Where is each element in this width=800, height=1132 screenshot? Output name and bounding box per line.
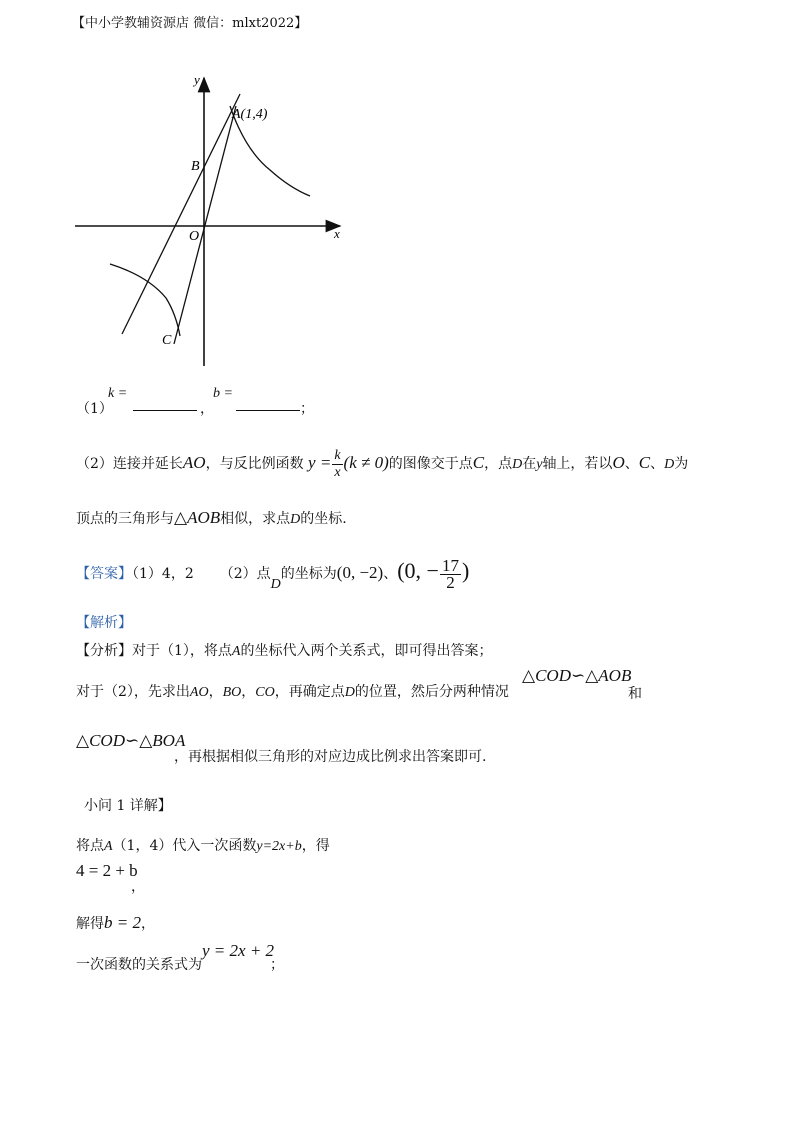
detail-line-3 — [76, 913, 155, 933]
detail-A: A — [104, 839, 113, 854]
analysis-similarity-2: △COD∽△BOA — [76, 731, 186, 750]
answer-part-2: （2）点 — [219, 566, 271, 582]
detail-l2-comma: ， — [131, 879, 145, 895]
analysis-A: A — [231, 644, 241, 659]
detail-title: 小问 1 详解】 — [84, 798, 172, 814]
detail-l3-c: ， — [140, 916, 155, 932]
q2-text-3: 的图像交于点 — [388, 456, 473, 472]
q2-text-5: 在 — [522, 456, 537, 472]
detail-line-4-text: 一次函数的关系式为 — [76, 957, 202, 973]
q2-frac-den: x — [334, 464, 341, 480]
q2-sep-1: 、 — [624, 456, 639, 472]
label-B: B — [191, 159, 200, 174]
analysis-fenxi — [76, 640, 492, 660]
q2-D3: D — [290, 512, 301, 527]
analysis-and: 和 — [628, 686, 642, 702]
analysis-line2-b: ，再确定点 — [274, 684, 345, 700]
detail-equation: y=2x+b — [256, 839, 302, 854]
analysis-line-2 — [76, 681, 509, 701]
q2-AO: AO — [182, 453, 206, 472]
analysis-line-3: ，再根据相似三角形的对应边成比例求出答案即可. — [174, 749, 487, 765]
analysis-fenxi-tag: 【分析】 — [76, 643, 132, 659]
label-A: A(1,4) — [232, 107, 268, 122]
q2-D: D — [512, 457, 523, 472]
line-AOC — [174, 106, 236, 344]
q1-number: （1） — [76, 401, 113, 417]
detail-l3-a: 解得 — [76, 916, 104, 932]
q2-line2-a: 顶点的三角形与 — [76, 511, 174, 527]
q2-frac-num: k — [334, 447, 341, 463]
detail-l1-c: ，得 — [301, 838, 330, 854]
header-source: 【中小学教辅资源店 微信：mlxt2022】 — [72, 16, 308, 31]
answer-coord-2-close: ) — [461, 558, 470, 583]
q2-func-lhs: y = — [308, 453, 332, 472]
analysis-line2-a: 对于（2），先求出 — [76, 684, 190, 700]
q2-sep-2: 、 — [650, 456, 665, 472]
q2-O: O — [612, 453, 625, 472]
analysis-AO: AO — [189, 685, 209, 700]
q2-text-2: ，与反比例函数 — [205, 456, 304, 472]
detail-l3-b: b = 2 — [104, 913, 141, 932]
q2-line2-b: 相似，求点 — [220, 511, 291, 527]
analysis-line2-c: 的位置，然后分两种情况 — [354, 684, 509, 700]
q2-y: y — [536, 457, 543, 472]
question-2-line-2 — [76, 508, 347, 528]
hyperbola-lower-branch — [110, 264, 180, 336]
q2-C: C — [472, 453, 485, 472]
analysis-BO: BO — [222, 685, 242, 700]
q2-text-6: 轴上，若以 — [542, 456, 613, 472]
analysis-c1: ， — [208, 684, 223, 700]
detail-line-4-equation: y = 2x + 2 — [202, 941, 275, 960]
answer-part-2b: 的坐标为 — [280, 566, 337, 582]
q2-text-4: ，点 — [484, 456, 513, 472]
analysis-c2: ， — [241, 684, 256, 700]
answer-tag: 【答案】 — [76, 566, 132, 582]
answer-coord-1: (0, −2) — [336, 563, 384, 582]
detail-line-4-end: ； — [270, 957, 284, 973]
detail-l1-a: 将点 — [76, 838, 104, 854]
q2-text-7: 为 — [674, 456, 689, 472]
q2-C2: C — [638, 453, 651, 472]
label-C: C — [162, 333, 172, 348]
analysis-tag: 【解析】 — [76, 615, 132, 631]
q1-k-label: k = — [108, 386, 128, 401]
detail-line-1 — [76, 835, 330, 855]
answer-frac-num: 17 — [441, 555, 459, 575]
label-x: x — [334, 226, 340, 241]
analysis-CO: CO — [255, 685, 275, 700]
answer-part-1: （1）4，2 — [132, 566, 194, 582]
q2-fraction — [332, 448, 342, 481]
q1-k-blank — [133, 396, 197, 415]
q1-b-label: b = — [213, 386, 233, 401]
label-O: O — [189, 229, 200, 244]
q2-text-1: （2）连接并延长 — [76, 456, 183, 472]
answer-line — [76, 548, 469, 598]
q2-line2-c: 的坐标. — [300, 511, 347, 527]
answer-D: D — [270, 577, 281, 592]
q2-D2: D — [664, 457, 675, 472]
q1-b-blank — [236, 396, 300, 415]
q2-triangle: △AOB — [174, 508, 221, 527]
line-AB — [122, 94, 240, 334]
q2-condition: (k ≠ 0) — [343, 453, 389, 472]
detail-line-2 — [76, 861, 138, 881]
answer-coord-2-open: (0, − — [397, 558, 439, 583]
label-y: y — [194, 72, 200, 87]
analysis-D: D — [344, 685, 355, 700]
answer-frac-den: 2 — [446, 572, 455, 592]
analysis-fenxi-text: 对于（1），将点 — [132, 643, 232, 659]
q1-comma: ， — [200, 401, 214, 417]
coordinate-figure — [70, 70, 360, 370]
answer-sep: 、 — [383, 566, 398, 582]
answer-coord-2-fraction — [440, 555, 461, 592]
analysis-similarity-1: △COD∽△AOB — [522, 666, 632, 685]
question-2-line-1 — [76, 440, 688, 488]
detail-l2: 4 = 2 + b — [76, 861, 138, 880]
detail-l1-b: （1，4）代入一次函数 — [112, 838, 257, 854]
q1-end: ； — [300, 401, 314, 417]
analysis-fenxi-text-2: 的坐标代入两个关系式，即可得出答案； — [240, 643, 493, 659]
